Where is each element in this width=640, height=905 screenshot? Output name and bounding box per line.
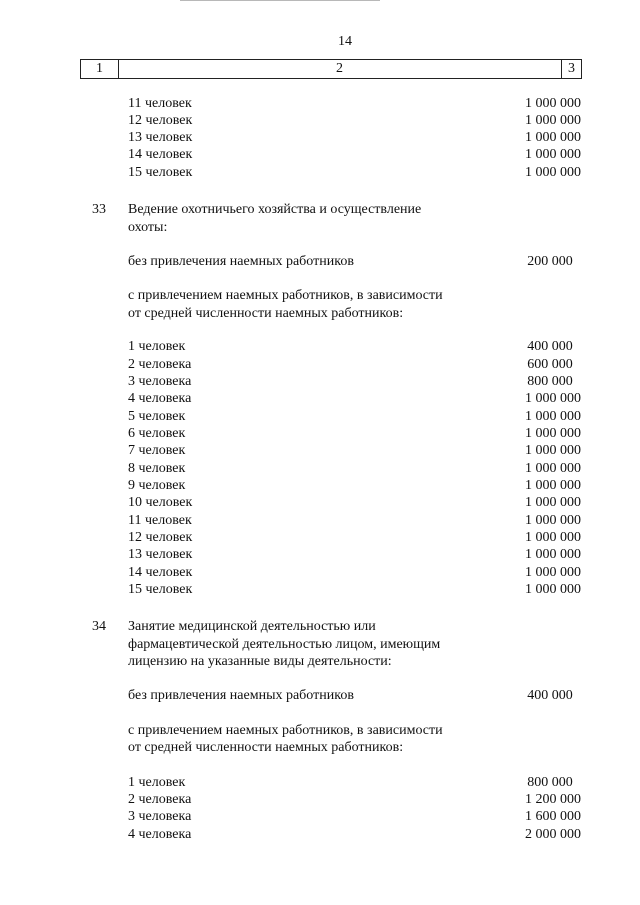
item-33-row-value: 1 000 000 [525,443,581,458]
item-34-row-value: 2 000 000 [525,827,581,842]
top-row-value: 1 000 000 [525,165,581,180]
item-33-row-label: 2 человека [128,357,192,372]
item-33-row-value: 400 000 [527,339,573,354]
item-33-row-label: 10 человек [128,495,193,510]
top-row-label: 15 человек [128,165,193,180]
item-33-row-value: 1 000 000 [525,409,581,424]
item-33-row-value: 1 000 000 [525,495,581,510]
item-34-number: 34 [92,619,106,634]
item-33-row-value: 1 000 000 [525,582,581,597]
item-33-title-line: Ведение охотничьего хозяйства и осуществление [128,202,422,217]
item-33-row-value: 1 000 000 [525,547,581,562]
item-34-row-value: 800 000 [527,775,573,790]
item-33-row-value: 1 000 000 [525,530,581,545]
item-34-title-line: фармацевтической деятельностью лицом, имеющим [128,637,441,652]
item-33-row-label: 9 человек [128,478,186,493]
top-row-value: 1 000 000 [525,113,581,128]
item-33-row-label: 11 человек [128,513,192,528]
item-33-row-value: 600 000 [527,357,573,372]
item-34-title-line: лицензию на указанные виды деятельности: [128,654,392,669]
item-33-row-label: 14 человек [128,565,193,580]
item-33-row-label: 6 человек [128,426,186,441]
item-34-with-line: от средней численности наемных работников: [128,740,404,755]
item-33-row-value: 1 000 000 [525,513,581,528]
item-33-row-value: 1 000 000 [525,565,581,580]
item-34-row-label: 4 человека [128,827,192,842]
top-row-label: 12 человек [128,113,193,128]
item-33-row-value: 1 000 000 [525,391,581,406]
item-34-row-label: 3 человека [128,809,192,824]
item-33-row-label: 3 человека [128,374,192,389]
item-33-row-label: 5 человек [128,409,186,424]
top-row-value: 1 000 000 [525,147,581,162]
item-33-row-value: 800 000 [527,374,573,389]
item-33-number: 33 [92,202,106,217]
item-33-with-line: с привлечением наемных работников, в зависимости [128,288,443,303]
page-number: 14 [338,34,352,49]
item-33-row-label: 4 человека [128,391,192,406]
top-row-label: 14 человек [128,147,193,162]
item-34-row-value: 1 600 000 [525,809,581,824]
top-row-value: 1 000 000 [525,96,581,111]
item-33-row-label: 13 человек [128,547,193,562]
column-header-3: 3 [568,61,575,76]
item-34-title-line: Занятие медицинской деятельностью или [128,619,376,634]
item-34-row-value: 1 200 000 [525,792,581,807]
item-33-row-value: 1 000 000 [525,426,581,441]
item-33-with-line: от средней численности наемных работников: [128,306,404,321]
column-header-2: 2 [118,60,562,78]
item-33-row-label: 8 человек [128,461,186,476]
item-33-row-label: 7 человек [128,443,186,458]
item-33-row-label: 1 человек [128,339,186,354]
item-33-row-label: 15 человек [128,582,193,597]
top-row-value: 1 000 000 [525,130,581,145]
item-34-with-line: с привлечением наемных работников, в зависимости [128,723,443,738]
column-header-1: 1 [81,60,119,78]
column-header-row [80,59,582,79]
item-34-row-label: 1 человек [128,775,186,790]
item-34-row-label: 2 человека [128,792,192,807]
item-33-without-value: 200 000 [527,254,573,269]
top-row-label: 13 человек [128,130,193,145]
item-33-without-label: без привлечения наемных работников [128,254,354,269]
item-33-row-value: 1 000 000 [525,461,581,476]
top-scan-line [180,0,380,1]
item-33-row-label: 12 человек [128,530,193,545]
top-row-label: 11 человек [128,96,192,111]
item-33-title-line: охоты: [128,220,168,235]
item-33-row-value: 1 000 000 [525,478,581,493]
item-34-without-value: 400 000 [527,688,573,703]
item-34-without-label: без привлечения наемных работников [128,688,354,703]
